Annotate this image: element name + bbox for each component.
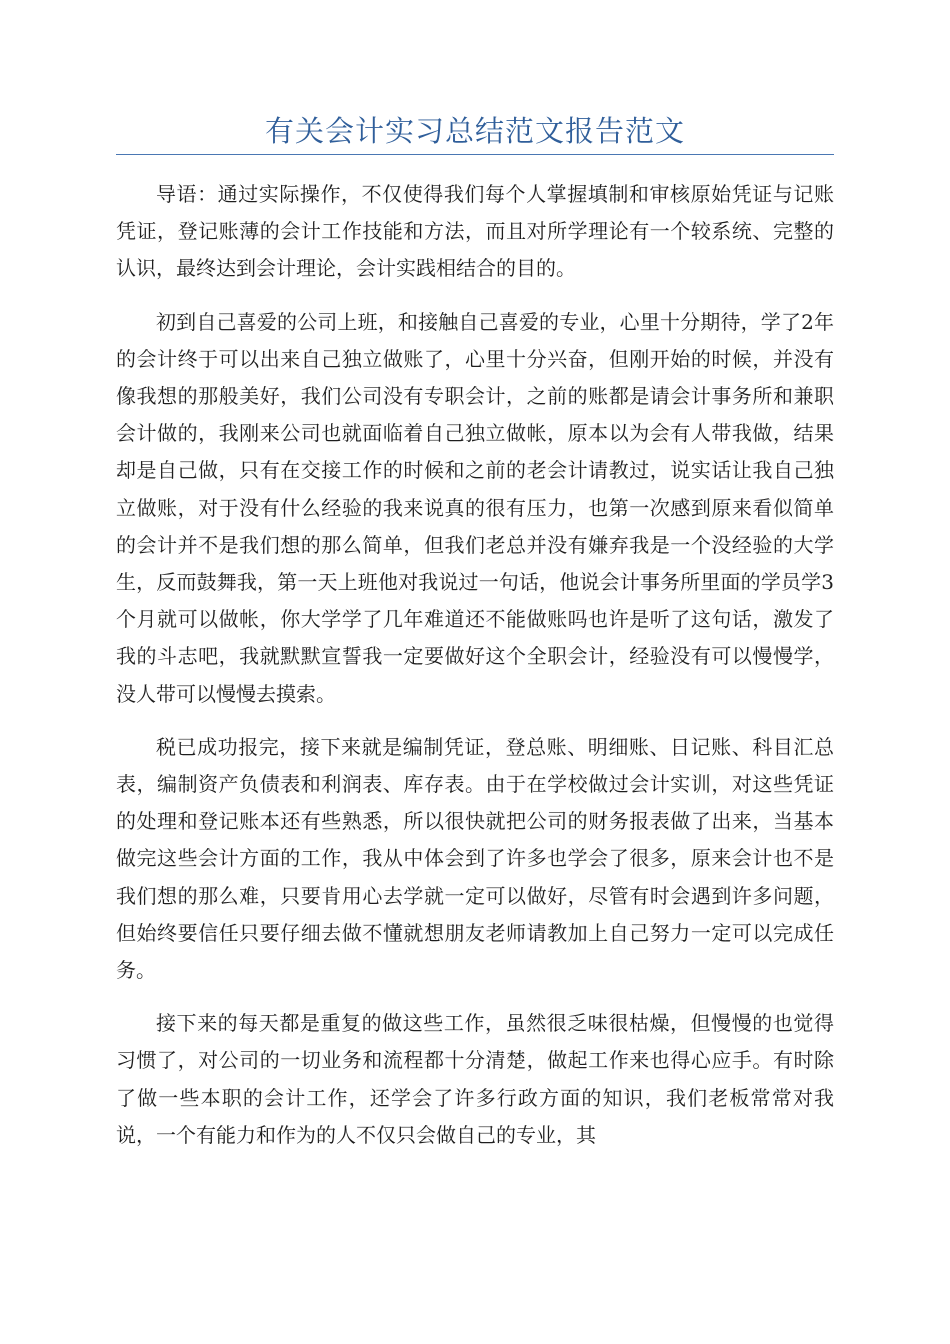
- paragraph-first-job: 初到自己喜爱的公司上班，和接触自己喜爱的专业，心里十分期待，学了2年的会计终于可以出来自己独立做账了，心里十分兴奋，但刚开始的时候，并没有像我想的那般美好，我们公司没有专职会计，之前的账都是请会计事务所和兼职会计做的，我刚来公司也就面临着自己独立做帐，原本以为会有人带我做，结果却是自己做，只有在交接工作的时候和之前的老会计请教过，说实话让我自己独立做账，对于没有什么经验的我来说真的很有压力，也第一次感到原来看似简单的会计并不是我们想的那么简单，但我们老总并没有嫌弃我是一个没经验的大学生，反而鼓舞我，第一天上班他对我说过一句话，他说会计事务所里面的学员学3个月就可以做帐，你大学学了几年难道还不能做账吗也许是听了这句话，激发了我的斗志吧，我就默默宣誓我一定要做好这个全职会计，经验没有可以慢慢学，没人带可以慢慢去摸索。: [116, 309, 834, 706]
- paragraph-intro: 导语：通过实际操作，不仅使得我们每个人掌握填制和审核原始凭证与记账凭证，登记账薄的会计工作技能和方法，而且对所学理论有一个较系统、完整的认识，最终达到会计理论，会计实践相结合的目的。: [116, 182, 834, 281]
- document-body: [116, 176, 834, 1170]
- paragraph-bookkeeping: 税已成功报完，接下来就是编制凭证，登总账、明细账、日记账、科目汇总表，编制资产负债表和利润表、库存表。由于在学校做过会计实训，对这些凭证的处理和登记账本还有些熟悉，所以很快就把公司的财务报表做了出来，当基本做完这些会计方面的工作，我从中体会到了许多也学会了很多，原来会计也不是我们想的那么难，只要肯用心去学就一定可以做好，尽管有时会遇到许多问题，但始终要信任只要仔细去做不懂就想朋友老师请教加上自己努力一定可以完成任务。: [116, 734, 834, 983]
- paragraph-daily-work: 接下来的每天都是重复的做这些工作，虽然很乏味很枯燥，但慢慢的也觉得习惯了，对公司的一切业务和流程都十分清楚，做起工作来也得心应手。有时除了做一些本职的会计工作，还学会了许多行政方面的知识，我们老板常常对我说，一个有能力和作为的人不仅只会做自己的专业，其: [116, 1011, 834, 1147]
- title-underline: [116, 154, 834, 155]
- document-title: 有关会计实习总结范文报告范文: [264, 114, 685, 148]
